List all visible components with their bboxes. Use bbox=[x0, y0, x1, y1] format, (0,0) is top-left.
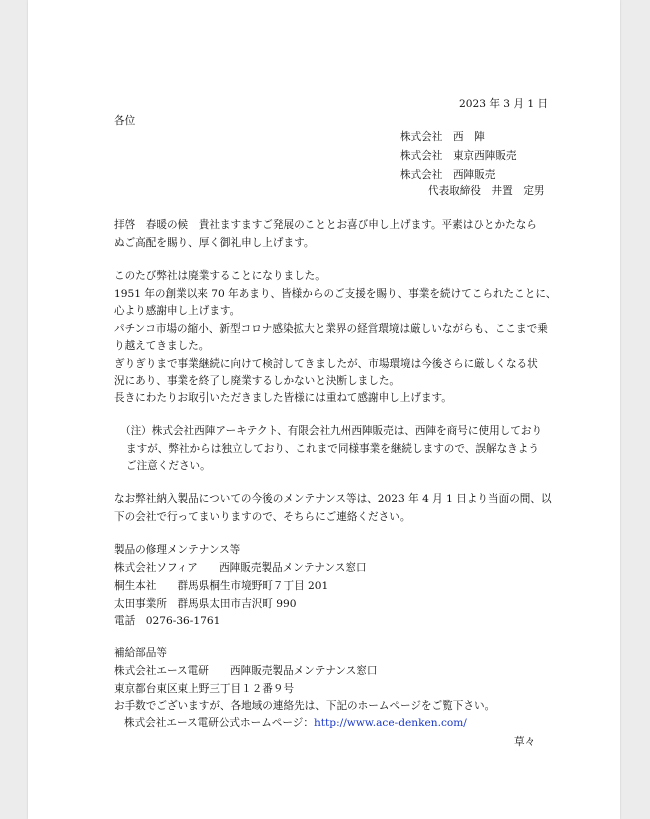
sender-company-1: 株式会社 西 陣 bbox=[400, 131, 485, 143]
note-line: ご注意ください。 bbox=[126, 460, 211, 472]
greeting-line: 拝啓 春暖の候 貴社ますますご発展のこととお喜び申し上げます。平素はひとかたなら bbox=[114, 219, 537, 231]
note-line: （注）株式会社西陣アーキテクト、有限会社九州西陣販売は、西陣を商号に使用しており bbox=[120, 425, 543, 437]
closing: 草々 bbox=[514, 736, 536, 748]
note-line: ますが、弊社からは独立しており、これまで同様事業を継続しますので、誤解なきよう bbox=[126, 443, 539, 455]
parts-line: 東京都台東区東上野三丁目１２番９号 bbox=[114, 683, 295, 695]
body-line: 況にあり、事業を終了し廃業するしかないと決断しました。 bbox=[114, 375, 401, 387]
homepage-line bbox=[124, 716, 467, 730]
sender-company-2: 株式会社 東京西陣販売 bbox=[400, 150, 517, 162]
body-line: 長きにわたりお取引いただきました皆様には重ねて感謝申し上げます。 bbox=[114, 392, 452, 404]
addressee: 各位 bbox=[114, 115, 136, 127]
parts-line: お手数でございますが、各地域の連絡先は、下記のホームページをご覧下さい。 bbox=[114, 700, 496, 712]
representative-name: 代表取締役 井置 定男 bbox=[428, 185, 545, 197]
body-line: 1951 年の創業以来 70 年あまり、皆様からのご支援を賜り、事業を続けてこられたことに、 bbox=[114, 288, 557, 300]
body-line: 心より感謝申し上げます。 bbox=[114, 305, 241, 317]
repair-phone: 電話 0276-36-1761 bbox=[114, 615, 221, 627]
parts-heading: 補給部品等 bbox=[114, 647, 167, 659]
body-line: ぎりぎりまで事業継続に向けて検討してきましたが、市場環境は今後さらに厳しくなる状 bbox=[114, 358, 538, 370]
repair-heading: 製品の修理メンテナンス等 bbox=[114, 544, 241, 556]
maintenance-intro-line: なお弊社納入製品についての今後のメンテナンス等は、2023 年 4 月 1 日より当面の間、以 bbox=[114, 493, 552, 505]
body-line: パチンコ市場の縮小、新型コロナ感染拡大と業界の経営環境は厳しいながらも、ここまで乗 bbox=[114, 323, 548, 335]
sender-company-3: 株式会社 西陣販売 bbox=[400, 169, 496, 181]
repair-line: 桐生本社 群馬県桐生市境野町７丁目 201 bbox=[114, 580, 329, 592]
document-page bbox=[28, 0, 620, 819]
homepage-link[interactable]: http://www.ace-denken.com/ bbox=[313, 717, 467, 729]
document-date: 2023 年 3 月 1 日 bbox=[459, 98, 549, 110]
maintenance-intro-line: 下の会社で行ってまいりますので、そちらにご連絡ください。 bbox=[114, 511, 411, 523]
body-line: このたび弊社は廃業することになりました。 bbox=[114, 270, 326, 282]
body-line: り越えてきました。 bbox=[114, 340, 210, 352]
parts-line: 株式会社エース電研 西陣販売製品メンテナンス窓口 bbox=[114, 665, 378, 677]
greeting-line: ぬご高配を賜り、厚く御礼申し上げます。 bbox=[114, 237, 315, 249]
homepage-label: 株式会社エース電研公式ホームページ： bbox=[124, 717, 314, 729]
repair-line: 株式会社ソフィア 西陣販売製品メンテナンス窓口 bbox=[114, 562, 367, 574]
repair-line: 太田事業所 群馬県太田市吉沢町 990 bbox=[114, 598, 297, 610]
